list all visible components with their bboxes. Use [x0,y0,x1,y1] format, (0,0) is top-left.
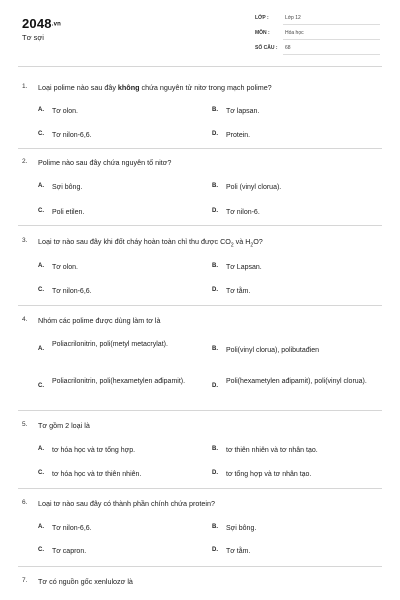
question-divider [18,225,382,226]
question-text: Tơ gồm 2 loại là [38,421,90,430]
question-text: Tơ có nguồn gốc xenlulozơ là [38,577,133,586]
header-divider [18,66,382,67]
page-header: 2048.vn Tơ sợi LỚP : Lớp 12 MÔN : Hóa học SỐ CÂU : 68 [0,0,400,62]
question-text: Loại polime nào sau đây không chứa nguyên tử nitơ trong mạch polime? [38,83,272,92]
question-divider [18,305,382,306]
subject-title: Tơ sợi [22,33,44,42]
question-text: Loại tơ nào sau đây khi đốt cháy hoàn toàn chỉ thu được $CO_2$ và $H_2O$? [38,237,263,249]
question-divider [18,488,382,489]
site-logo[interactable]: 2048.vn [22,16,62,31]
question-divider [18,566,382,567]
question-divider [18,148,382,149]
question-text: Polime nào sau đây chứa nguyên tố nitơ? [38,158,172,167]
question-text: Nhóm các polime được dùng làm tơ là [38,316,161,325]
question-text: Loại tơ nào sau đây có thành phần chính chứa protein? [38,499,215,508]
question-divider [18,410,382,411]
